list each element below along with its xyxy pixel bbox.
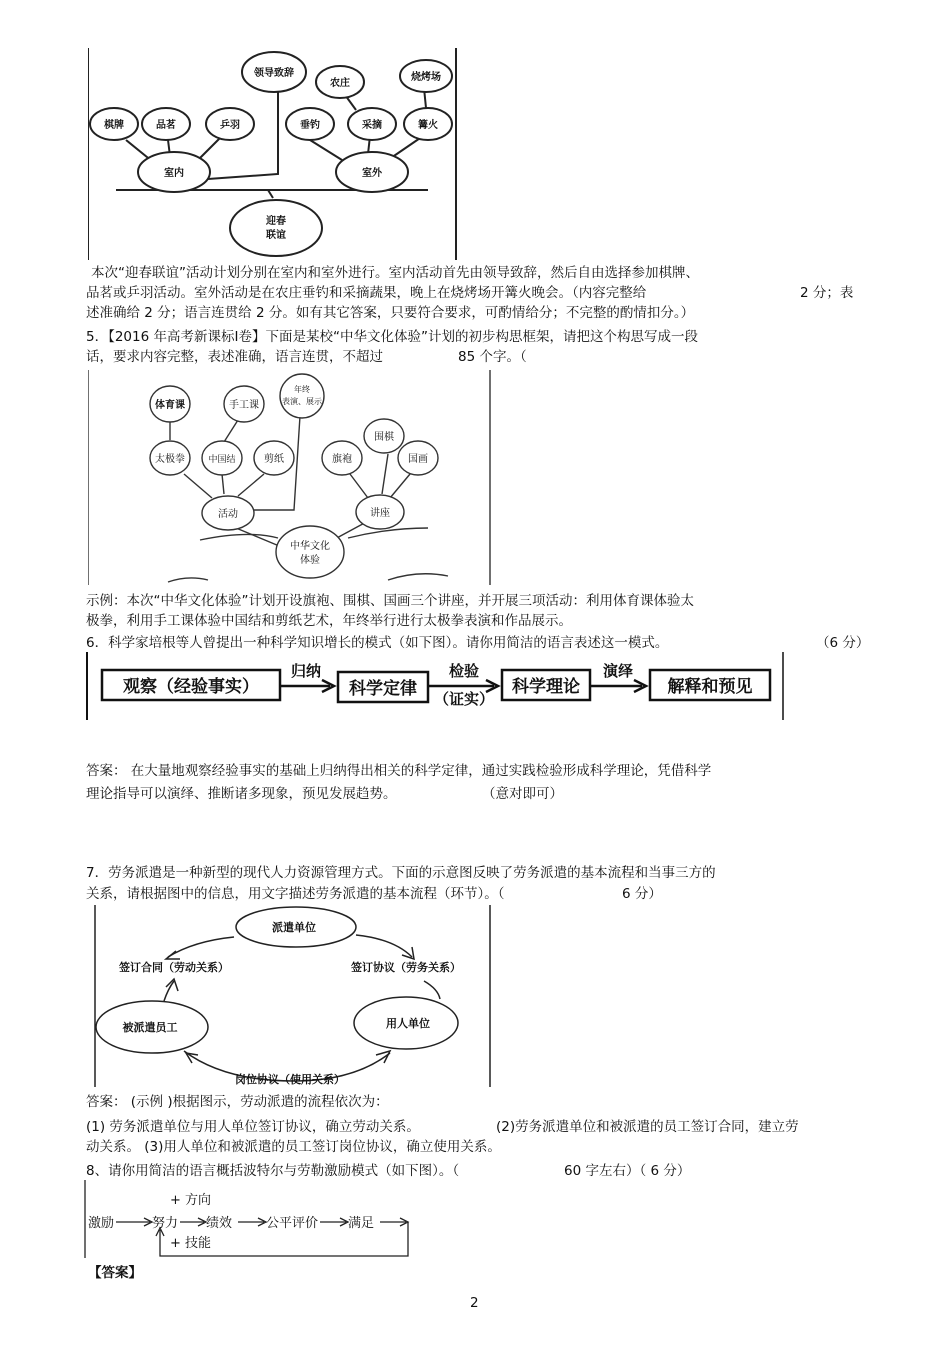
arrow-deduction: 演绎	[602, 662, 634, 680]
box-observation: 观察（经验事实）	[123, 677, 259, 697]
fig1-label-fishing: 垂钓	[300, 120, 320, 131]
label-skill: + 技能	[170, 1236, 212, 1251]
node-motivation: 激励	[88, 1216, 115, 1231]
q7-answer-line-2: (1) 劳务派遣单位与用人单位签订协议，确立劳动关系。	[86, 1119, 420, 1135]
figure-spring-party-diagram	[88, 48, 460, 260]
q7-question-line-2: 关系，请根据图中的信息，用文字描述劳务派遣的基本流程（环节）。（	[86, 886, 505, 902]
fig2-label-lecture: 讲座	[370, 508, 390, 519]
fig1-label-farm: 农庄	[330, 78, 350, 89]
label-contract: 签订合同（劳动关系）	[119, 961, 229, 974]
fig1-label-bonfire: 篝火	[418, 120, 438, 131]
q4-answer-line-3: 述准确给 2 分；语言连贯给 2 分。如有其它答案，只要符合要求，可酌情给分；不完整的酌情扣分。）	[86, 305, 695, 321]
fig2-label-yearend-line-0: 年终	[294, 385, 310, 394]
q8-question-b: 60 字左右）（ 6 分）	[564, 1163, 691, 1179]
q6-score: （6 分）	[816, 635, 870, 651]
q8-answer-label: 【答案】	[88, 1265, 142, 1281]
q6-question: 6．科学家培根等人曾提出一种科学知识增长的模式（如下图）。请你用简洁的语言表述这一模式。	[86, 635, 669, 651]
q6-answer-line-2: 理论指导可以演绎、推断诸多现象，预见发展趋势。	[86, 786, 397, 802]
arrow-label-1-line-0: 检验	[448, 662, 480, 680]
box-theory: 科学理论	[512, 677, 580, 697]
node-effort: 努力	[152, 1216, 179, 1231]
fig1-label-indoor: 室内	[164, 168, 184, 179]
fig1-label-bbq: 烧烤场	[411, 72, 441, 83]
fig2-label-go: 围棋	[374, 432, 394, 443]
q8-question: 8、请你用简洁的语言概括波特尔与劳勒激励模式（如下图）。（	[86, 1163, 460, 1179]
node-root	[230, 200, 322, 256]
q4-answer-line-2-score: 2 分；表	[800, 285, 854, 301]
q4-answer-line-1: 本次“迎春联谊”活动计划分别在室内和室外进行。室内活动首先由领导致辞，然后自由选择参加棋牌、	[91, 265, 699, 281]
figure-labor-dispatch-diagram	[94, 905, 492, 1087]
fig2-label-yearend-line-1: 表演、展示	[282, 397, 322, 406]
fig1-label-tea: 品茗	[156, 120, 176, 131]
fig2-label-activity: 活动	[218, 509, 238, 520]
q5-question-line-2: 话，要求内容完整，表述准确，语言连贯，不超过	[86, 349, 383, 365]
page-number: 2	[470, 1295, 479, 1311]
figure-motivation-model-diagram	[84, 1180, 414, 1262]
fig1-label-leader: 领导致辞	[254, 68, 294, 79]
box-law: 科学定律	[349, 679, 417, 699]
fig2-label-root-line-1: 体验	[300, 555, 320, 566]
fig2-label-root-line-0: 中华文化	[290, 541, 330, 552]
q7-answer-line-3: 动关系。 (3)用人单位和被派遣的员工签订岗位协议，确立使用关系。	[86, 1139, 501, 1155]
q4-answer-line-2: 品茗或乒羽活动。室外活动是在农庄垂钓和采摘蔬果，晚上在烧烤场开篝火晚会。（内容完整给	[86, 285, 647, 301]
q7-question-line-1: 7．劳务派遣是一种新型的现代人力资源管理方式。下面的示意图反映了劳务派遣的基本流程和当事三方的	[86, 865, 716, 881]
q5-example-line-2: 极拳，利用手工课体验中国结和剪纸艺术，年终举行进行太极拳表演和作品展示。	[86, 613, 572, 629]
arrow-induction: 归纳	[290, 662, 322, 680]
node-fair: 公平评价	[266, 1216, 319, 1231]
node-agency: 派遣单位	[272, 921, 316, 934]
node-performance: 绩效	[206, 1216, 233, 1231]
arrow-label-1-line-1: （证实）	[433, 690, 495, 708]
q5-example-line-1: 示例：本次“中华文化体验”计划开设旗袍、围棋、国画三个讲座，并开展三项活动：利用体育课体验太	[86, 593, 694, 609]
fig1-label-root-line-0: 迎春	[266, 216, 286, 227]
node-satisfaction: 满足	[348, 1216, 375, 1231]
figure-chinese-culture-diagram	[88, 370, 492, 585]
q6-answer-note: （意对即可）	[482, 786, 563, 802]
fig1-label-outdoor: 室外	[362, 168, 382, 179]
q5-question-line-2b: 85 个字。（	[458, 349, 527, 365]
fig2-label-taichi: 太极拳	[155, 454, 185, 465]
fig2-label-pe: 体育课	[155, 400, 185, 411]
label-direction: + 方向	[170, 1193, 212, 1208]
q7-answer-line-2b: (2)劳务派遣单位和被派遣的员工签订合同，建立劳	[496, 1119, 799, 1135]
figure-science-model-diagram	[86, 652, 786, 722]
label-agreement: 签订协议（劳务关系）	[351, 961, 461, 974]
fig1-label-pingpong: 乒羽	[220, 120, 240, 131]
fig2-label-knot: 中国结	[208, 455, 236, 465]
q5-question-line-1: 5．【2016 年高考新课标Ⅰ卷】下面是某校“中华文化体验”计划的初步构思框架，请把这个构思写成一段	[86, 329, 698, 345]
fig1-label-root-line-1: 联谊	[266, 230, 286, 241]
q7-question-line-2b: 6 分）	[622, 886, 662, 902]
box-prediction: 解释和预见	[667, 677, 753, 697]
node-employee: 被派遣员工	[122, 1021, 178, 1034]
node-employer: 用人单位	[386, 1017, 430, 1030]
q6-answer-line-1: 答案： 在大量地观察经验事实的基础上归纳得出相关的科学定律，通过实践检验形成科学理论，凭借科学	[86, 763, 712, 779]
q7-answer-line-1: 答案： (示例 )根据图示，劳动派遣的流程依次为：	[86, 1094, 389, 1110]
fig1-label-chess: 棋牌	[104, 120, 124, 131]
fig2-label-handcraft: 手工课	[229, 400, 259, 411]
fig2-label-painting: 国画	[408, 454, 428, 465]
fig1-label-picking: 采摘	[362, 120, 382, 131]
fig2-label-papercut: 剪纸	[264, 454, 284, 465]
fig2-label-qipao: 旗袍	[332, 454, 352, 465]
label-post: 岗位协议（使用关系）	[235, 1073, 345, 1086]
